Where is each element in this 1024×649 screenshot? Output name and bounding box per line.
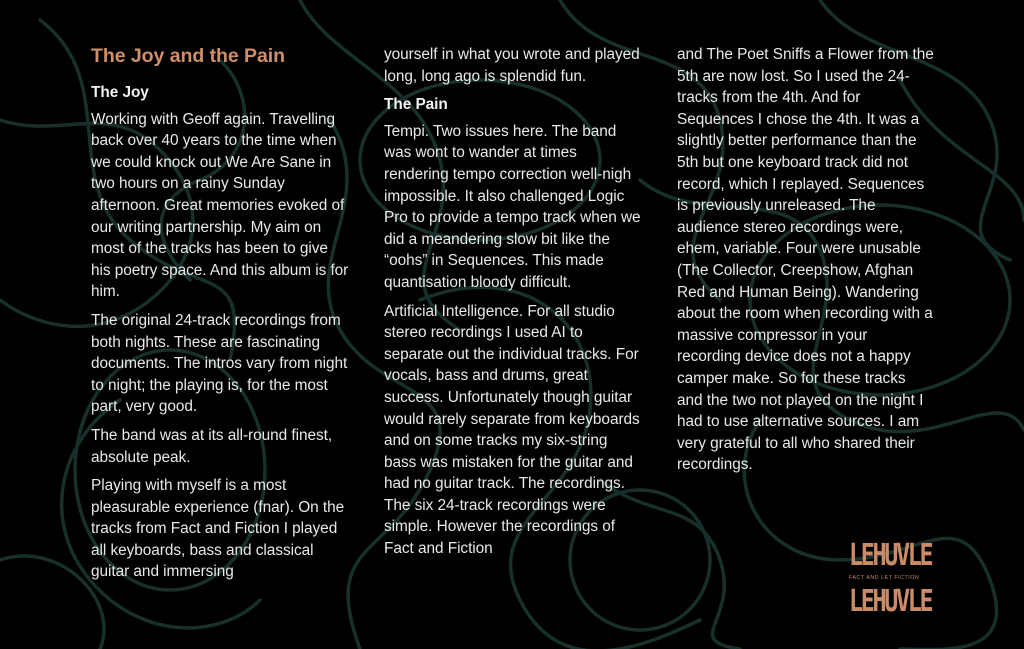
joy-paragraph-continued: yourself in what you wrote and played long, long ago is splendid fun. bbox=[384, 46, 640, 85]
pain-paragraph: Tempi. Two issues here. The band was wont to wander at times rendering tempo correction well-nigh impossible. It also challenged Logic Pro to provide a tempo track when we did a meandering slow bit like the “oohs” in Sequences. This made quantisation bloody difficult. bbox=[384, 122, 641, 291]
joy-paragraph: The original 24-track recordings from both nights. These are fascinating documents. The intros vary from night to night; the playing is, for the most part, very good. bbox=[91, 311, 348, 416]
logo-wordmark-bottom: LEHUVLE bbox=[849, 584, 932, 619]
joy-paragraph: Playing with myself is a most pleasurable experience (fnar). On the tracks from Fact and Fiction I played all keyboards, bass and classical guitar and immersing bbox=[91, 477, 345, 581]
pain-heading: The Pain bbox=[384, 96, 448, 114]
pain-paragraph-continued: and The Poet Sniffs a Flower from the 5th are now lost. So I used the 24-tracks from the 4th. And for Sequences I chose the 4th. It was a slightly better performance than the 5th but one keyboard track did not record, which I replayed. Sequences is previously unreleased. The audience stereo recordings were, ehem, variable. Four were unusable (The Collector, Creepshow, Afghan Red and Human Being). Wandering about the room when recording with a massive compressor in your recording device does not a happy camper make. So for these tracks and the two not played on the night I had to use alternative sources. I am very grateful to all who shared their recordings. bbox=[677, 46, 934, 474]
column-1 bbox=[91, 44, 349, 590]
band-logo bbox=[849, 538, 937, 619]
joy-heading: The Joy bbox=[91, 84, 149, 101]
page-title: The Joy and the Pain bbox=[91, 45, 286, 67]
logo-tagline: FACT AND LET FICTION bbox=[849, 575, 920, 581]
column-3 bbox=[677, 44, 935, 483]
logo-wordmark-top: LEHUVLE bbox=[849, 538, 932, 573]
joy-paragraph: Working with Geoff again. Travelling back over 40 years to the time when we could knock out We Are Sane in two hours on a rainy Sunday afternoon. Great memories evoked of our writing partnership. My aim on most of the tracks has been to give his poetry space. And this album is for him. bbox=[91, 110, 349, 301]
pain-paragraph: Artificial Intelligence. For all studio stereo recordings I used AI to separate out the individual tracks. For vocals, bass and drums, great success. Unfortunately though guitar would rarely separate from keyboards and on some tracks my six-string bass was mistaken for the guitar and had no guitar track. The recordings. The six 24-track recordings were simple. However the recordings of Fact and Fiction bbox=[384, 302, 640, 558]
joy-paragraph: The band was at its all-round finest, absolute peak. bbox=[91, 426, 333, 466]
column-2 bbox=[384, 44, 642, 567]
